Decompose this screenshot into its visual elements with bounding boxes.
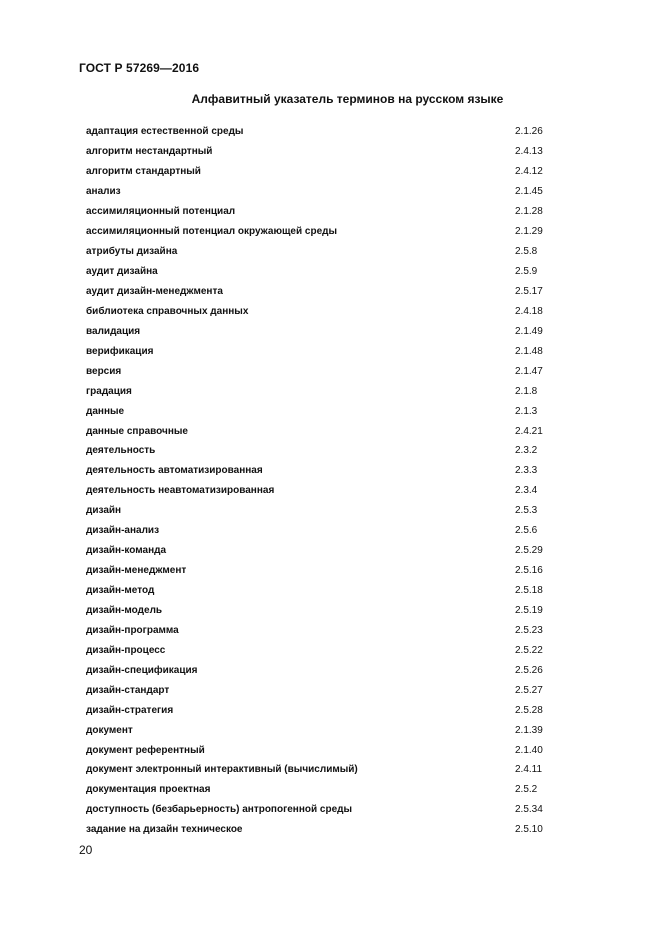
index-term-reference: 2.5.3 bbox=[515, 505, 538, 517]
index-term: версия bbox=[86, 365, 122, 377]
index-entry bbox=[86, 301, 586, 321]
index-entry bbox=[86, 620, 586, 640]
document-code: ГОСТ Р 57269—2016 bbox=[79, 61, 200, 75]
index-term-reference: 2.4.12 bbox=[515, 166, 543, 178]
index-term-reference: 2.1.8 bbox=[515, 385, 538, 397]
index-term-reference: 2.4.18 bbox=[515, 305, 543, 317]
index-term: дизайн-процесс bbox=[86, 644, 166, 656]
index-term-reference: 2.5.6 bbox=[515, 525, 538, 537]
index-term: алгоритм стандартный bbox=[86, 166, 201, 178]
index-term: верификация bbox=[86, 345, 154, 357]
index-entry bbox=[86, 581, 586, 601]
index-term-reference: 2.5.28 bbox=[515, 704, 543, 716]
index-entry bbox=[86, 660, 586, 680]
index-entry bbox=[86, 182, 586, 202]
index-entry bbox=[86, 441, 586, 461]
index-term-reference: 2.5.2 bbox=[515, 784, 538, 796]
index-term-reference: 2.5.23 bbox=[515, 624, 543, 636]
index-entry bbox=[86, 461, 586, 481]
index-term-reference: 2.1.28 bbox=[515, 206, 543, 218]
index-entry bbox=[86, 800, 586, 820]
index-entry bbox=[86, 242, 586, 262]
index-term-reference: 2.1.49 bbox=[515, 325, 543, 337]
index-entry bbox=[86, 601, 586, 621]
index-term-reference: 2.5.18 bbox=[515, 585, 543, 597]
index-term-reference: 2.5.17 bbox=[515, 285, 543, 297]
index-term: дизайн-анализ bbox=[86, 525, 160, 537]
index-term-reference: 2.5.8 bbox=[515, 246, 538, 258]
index-term-reference: 2.3.4 bbox=[515, 485, 538, 497]
index-term-reference: 2.1.48 bbox=[515, 345, 543, 357]
index-entry bbox=[86, 421, 586, 441]
index-term: дизайн-метод bbox=[86, 585, 155, 597]
index-term: задание на дизайн техническое bbox=[86, 824, 243, 836]
index-entry bbox=[86, 680, 586, 700]
index-entry bbox=[86, 222, 586, 242]
index-title: Алфавитный указатель терминов на русском языке bbox=[191, 92, 504, 106]
index-entry bbox=[86, 122, 586, 142]
index-entry bbox=[86, 142, 586, 162]
index-term: деятельность неавтоматизированная bbox=[86, 485, 275, 497]
index-term-reference: 2.4.21 bbox=[515, 425, 543, 437]
index-entry bbox=[86, 561, 586, 581]
index-entry bbox=[86, 262, 586, 282]
index-term-reference: 2.3.3 bbox=[515, 465, 538, 477]
index-term: дизайн-программа bbox=[86, 624, 179, 636]
index-entry bbox=[86, 700, 586, 720]
index-term: доступность (безбарьерность) антропогенной среды bbox=[86, 804, 353, 816]
index-entry bbox=[86, 202, 586, 222]
index-entry bbox=[86, 401, 586, 421]
index-entry bbox=[86, 521, 586, 541]
index-term: деятельность автоматизированная bbox=[86, 465, 263, 477]
index-entry bbox=[86, 481, 586, 501]
index-term: документ электронный интерактивный (вычислимый) bbox=[86, 764, 358, 776]
index-term: деятельность bbox=[86, 445, 156, 457]
index-term: дизайн-модель bbox=[86, 604, 163, 616]
index-term: алгоритм нестандартный bbox=[86, 146, 213, 158]
index-term: ассимиляционный потенциал окружающей среды bbox=[86, 226, 338, 238]
index-entry bbox=[86, 820, 586, 840]
index-term: библиотека справочных данных bbox=[86, 305, 249, 317]
index-term: данные bbox=[86, 405, 125, 417]
index-term-reference: 2.5.16 bbox=[515, 565, 543, 577]
index-term: дизайн bbox=[86, 505, 122, 517]
index-term-reference: 2.1.39 bbox=[515, 724, 543, 736]
index-term: документ bbox=[86, 724, 133, 736]
index-term-reference: 2.4.13 bbox=[515, 146, 543, 158]
index-entry bbox=[86, 640, 586, 660]
index-term: дизайн-стратегия bbox=[86, 704, 174, 716]
index-term: документ референтный bbox=[86, 744, 205, 756]
index-term: дизайн-команда bbox=[86, 545, 167, 557]
index-term-reference: 2.3.2 bbox=[515, 445, 538, 457]
index-term-reference: 2.1.45 bbox=[515, 186, 543, 198]
index-term-reference: 2.5.27 bbox=[515, 684, 543, 696]
index-term-reference: 2.4.11 bbox=[515, 764, 543, 776]
index-entry bbox=[86, 541, 586, 561]
page-number: 20 bbox=[79, 843, 93, 857]
index-term: атрибуты дизайна bbox=[86, 246, 178, 258]
index-term: дизайн-спецификация bbox=[86, 664, 198, 676]
index-entry bbox=[86, 361, 586, 381]
index-entry bbox=[86, 282, 586, 302]
index-term-reference: 2.5.9 bbox=[515, 266, 538, 278]
index-term: документация проектная bbox=[86, 784, 211, 796]
index-term-reference: 2.5.34 bbox=[515, 804, 543, 816]
index-entry bbox=[86, 780, 586, 800]
index-term-reference: 2.1.26 bbox=[515, 126, 543, 138]
index-term-reference: 2.5.19 bbox=[515, 604, 543, 616]
index-term: валидация bbox=[86, 325, 141, 337]
index-term: аудит дизайна bbox=[86, 266, 158, 278]
index-term-reference: 2.1.47 bbox=[515, 365, 543, 377]
index-term-reference: 2.5.26 bbox=[515, 664, 543, 676]
index-entry bbox=[86, 760, 586, 780]
index-term: адаптация естественной среды bbox=[86, 126, 244, 138]
index-term: градация bbox=[86, 385, 132, 397]
index-term-reference: 2.1.40 bbox=[515, 744, 543, 756]
index-term: аудит дизайн-менеджмента bbox=[86, 285, 223, 297]
term-index-list bbox=[86, 122, 586, 840]
index-term-reference: 2.5.22 bbox=[515, 644, 543, 656]
index-term: ассимиляционный потенциал bbox=[86, 206, 236, 218]
index-term-reference: 2.5.29 bbox=[515, 545, 543, 557]
index-entry bbox=[86, 381, 586, 401]
index-entry bbox=[86, 162, 586, 182]
index-term: анализ bbox=[86, 186, 121, 198]
index-term-reference: 2.5.10 bbox=[515, 824, 543, 836]
index-entry bbox=[86, 321, 586, 341]
index-term: данные справочные bbox=[86, 425, 188, 437]
index-term-reference: 2.1.3 bbox=[515, 405, 538, 417]
index-term: дизайн-менеджмент bbox=[86, 565, 187, 577]
index-entry bbox=[86, 740, 586, 760]
index-term-reference: 2.1.29 bbox=[515, 226, 543, 238]
index-entry bbox=[86, 720, 586, 740]
index-entry bbox=[86, 501, 586, 521]
index-entry bbox=[86, 341, 586, 361]
index-term: дизайн-стандарт bbox=[86, 684, 170, 696]
